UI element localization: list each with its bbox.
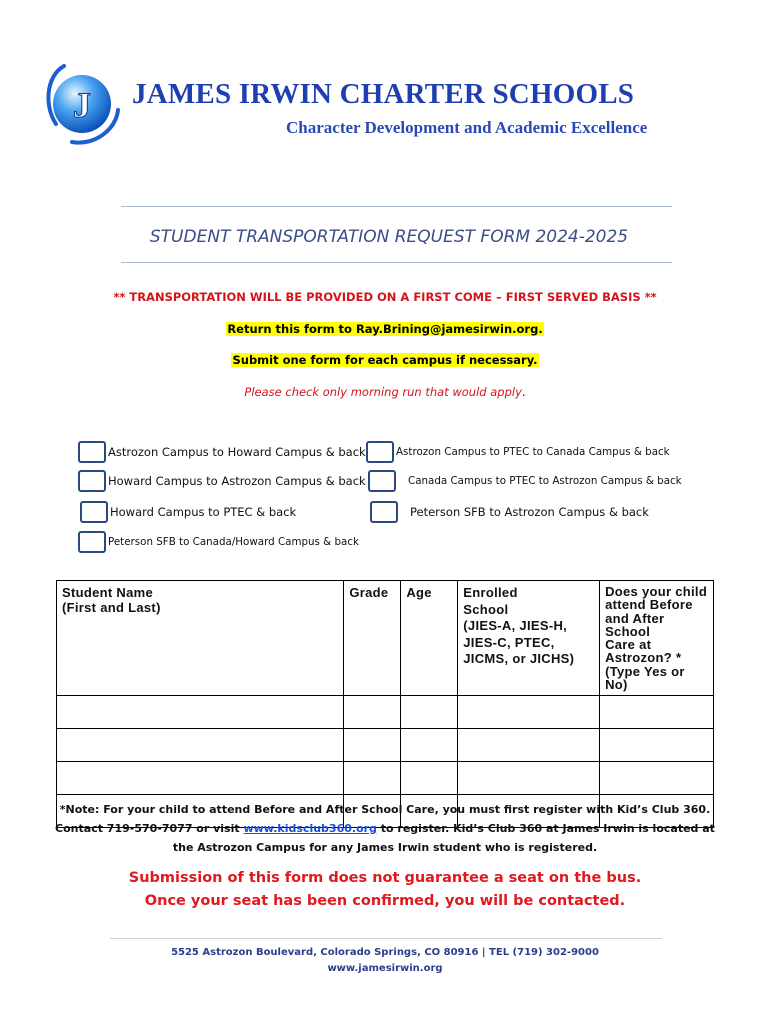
checkbox[interactable] — [80, 501, 108, 523]
submit-text: Submit one form for each campus if necessary. — [232, 353, 538, 367]
school-logo — [42, 60, 122, 146]
footer-website[interactable]: www.jamesirwin.org — [327, 963, 443, 974]
form-title: STUDENT TRANSPORTATION REQUEST FORM 2024-2025 — [149, 227, 629, 247]
submit-instructions — [0, 353, 770, 367]
care-cell[interactable] — [600, 729, 714, 762]
grade-cell[interactable] — [344, 729, 401, 762]
return-instructions — [0, 322, 770, 336]
checkbox[interactable] — [370, 501, 398, 523]
checkbox[interactable] — [78, 441, 106, 463]
table-header-row — [57, 581, 714, 696]
age-cell[interactable] — [401, 696, 458, 729]
header-enrolled-school: Enrolled School (JIES-A, JIES-H, JIES-C, PTEC, JICMS, or JICHS) — [458, 581, 600, 696]
option-label: Astrozon Campus to PTEC to Canada Campus & back — [396, 446, 670, 458]
header-after-school-care: Does your child attend Before and After School Care at Astrozon? * (Type Yes or No) — [600, 581, 714, 696]
title-top-rule — [121, 206, 672, 207]
return-text: Return this form to Ray.Brining@jamesirwin.org. — [227, 322, 543, 336]
option-label: Peterson SFB to Astrozon Campus & back — [410, 505, 649, 519]
school-cell[interactable] — [458, 762, 600, 795]
kidsclub-link[interactable]: www.kidsclub360.org — [243, 822, 377, 835]
seat-warning — [0, 867, 770, 913]
option-canada-ptec-astrozon[interactable] — [368, 470, 682, 492]
school-cell[interactable] — [458, 696, 600, 729]
care-note-line1: *Note: For your child to attend Before and After School Care, you must first register with Kid’s Club 360. — [59, 803, 711, 816]
option-label: Howard Campus to PTEC & back — [110, 505, 297, 519]
school-cell[interactable] — [458, 729, 600, 762]
option-label: Canada Campus to PTEC to Astrozon Campus & back — [408, 475, 682, 487]
footer — [0, 945, 770, 977]
option-howard-astrozon[interactable] — [78, 470, 366, 492]
option-astrozon-ptec-canada[interactable] — [366, 441, 670, 463]
footer-rule — [110, 938, 662, 939]
seat-warning-line2: Once your seat has been confirmed, you will be contacted. — [144, 893, 626, 909]
student-name-cell[interactable] — [57, 696, 344, 729]
first-come-notice: ** TRANSPORTATION WILL BE PROVIDED ON A FIRST COME – FIRST SERVED BASIS ** — [113, 290, 657, 304]
school-tagline: Character Development and Academic Excellence — [286, 118, 648, 137]
checkbox[interactable] — [78, 470, 106, 492]
care-note-line3: the Astrozon Campus for any James Irwin student who is registered. — [172, 841, 598, 854]
checkbox[interactable] — [366, 441, 394, 463]
age-cell[interactable] — [401, 729, 458, 762]
svg-text:J: J — [73, 85, 91, 125]
table-row — [57, 762, 714, 795]
check-note-text: Please check only morning run that would apply — [244, 385, 522, 399]
age-cell[interactable] — [401, 762, 458, 795]
header-age: Age — [401, 581, 458, 696]
option-peterson-canada-howard[interactable] — [78, 531, 359, 553]
table-row — [57, 696, 714, 729]
student-name-cell[interactable] — [57, 729, 344, 762]
check-note — [0, 385, 770, 399]
option-peterson-astrozon[interactable] — [370, 501, 649, 523]
student-name-cell[interactable] — [57, 762, 344, 795]
table-row — [57, 729, 714, 762]
student-table — [56, 580, 714, 828]
option-label: Astrozon Campus to Howard Campus & back — [108, 445, 366, 459]
checkbox[interactable] — [368, 470, 396, 492]
grade-cell[interactable] — [344, 762, 401, 795]
checkbox[interactable] — [78, 531, 106, 553]
option-astrozon-howard[interactable] — [78, 441, 366, 463]
header-grade: Grade — [344, 581, 401, 696]
footer-address: 5525 Astrozon Boulevard, Colorado Springs, CO 80916 | TEL (719) 302-9000 — [171, 947, 599, 958]
care-note-line2: Contact 719-570-7077 or visit www.kidsclub360.org to register. Kid’s Club 360 at James Irwin is located at — [55, 822, 715, 835]
seat-warning-line1: Submission of this form does not guarantee a seat on the bus. — [128, 870, 642, 886]
school-name: JAMES IRWIN CHARTER SCHOOLS — [132, 78, 635, 110]
title-bottom-rule — [121, 262, 672, 263]
grade-cell[interactable] — [344, 696, 401, 729]
option-label: Peterson SFB to Canada/Howard Campus & back — [108, 536, 359, 548]
option-howard-ptec[interactable] — [80, 501, 296, 523]
care-cell[interactable] — [600, 696, 714, 729]
care-cell[interactable] — [600, 762, 714, 795]
care-note — [0, 800, 770, 857]
check-note-period: . — [521, 385, 526, 399]
header-student-name: Student Name (First and Last) — [57, 581, 344, 696]
option-label: Howard Campus to Astrozon Campus & back — [108, 474, 366, 488]
